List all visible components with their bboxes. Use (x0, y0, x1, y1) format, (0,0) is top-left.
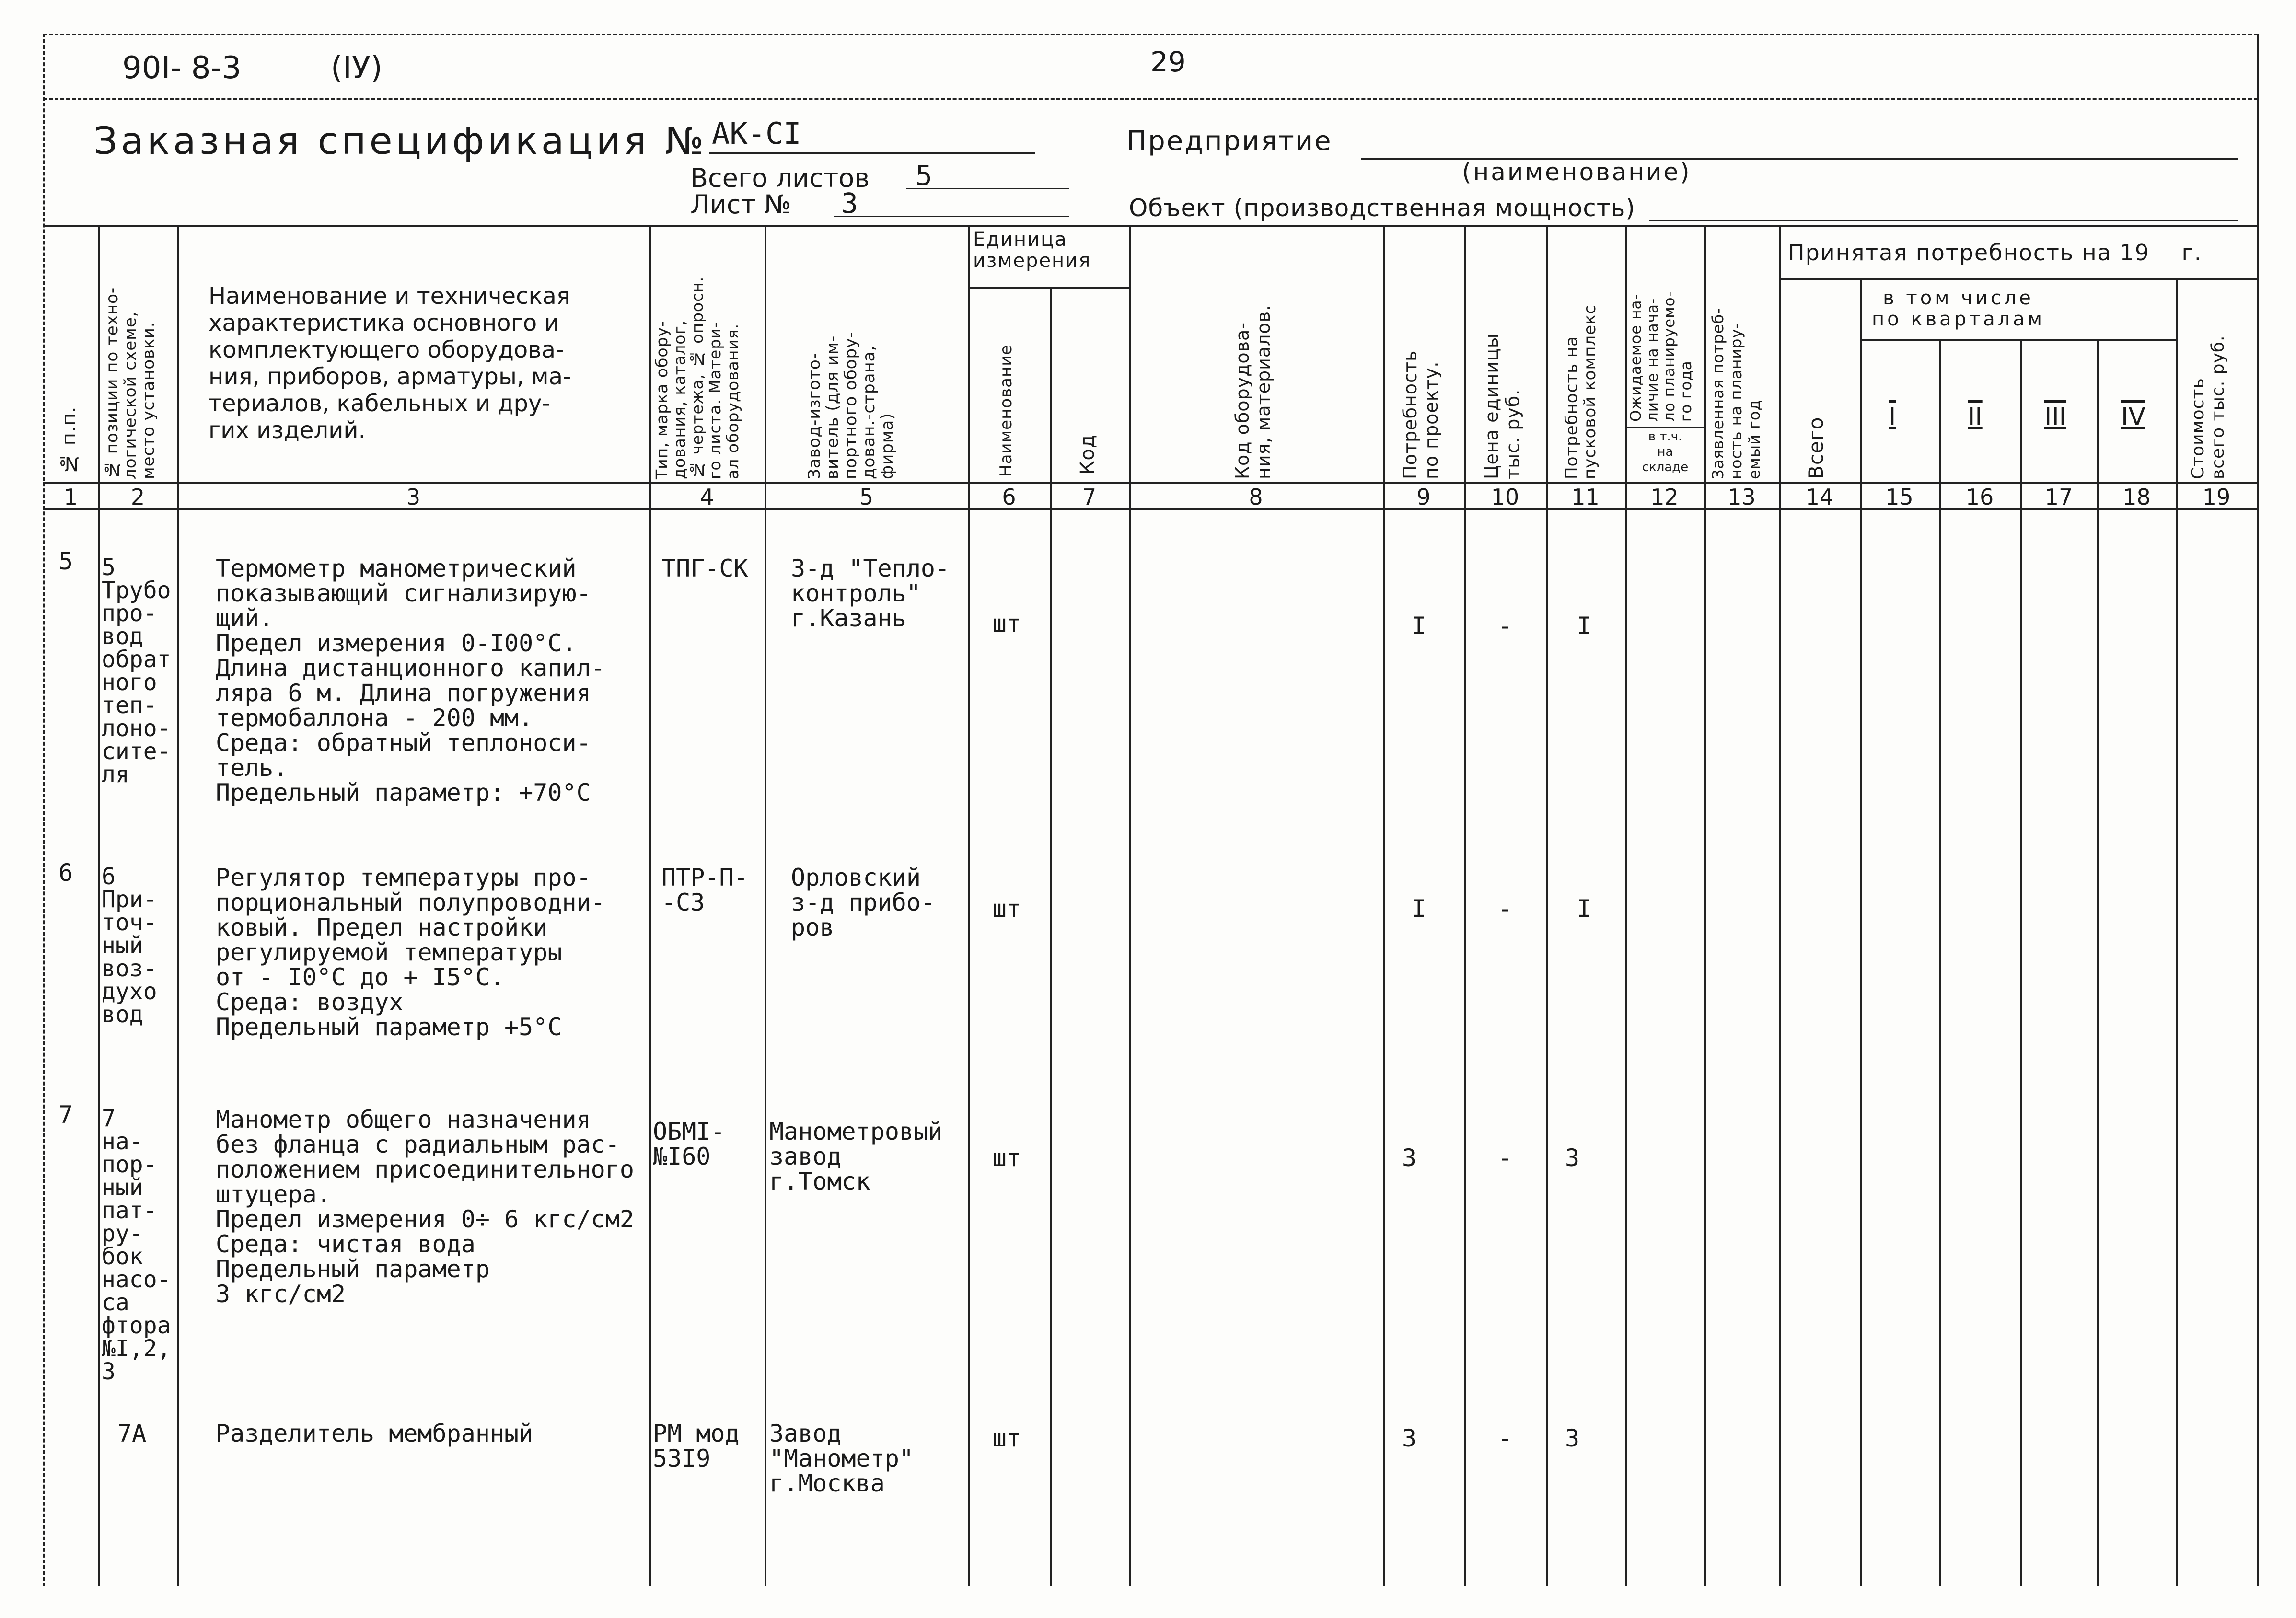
column-number: 11 (1571, 484, 1600, 510)
col-header-unit-code: Код (1077, 434, 1099, 474)
row-qty-project: 3 (1402, 1424, 1417, 1452)
col-line-16 (2020, 339, 2022, 1586)
col-line-1 (98, 225, 100, 1586)
column-number: 5 (859, 484, 874, 510)
col-header-qty-project: Потребность по проекту. (1400, 350, 1442, 479)
column-number: 9 (1416, 484, 1431, 510)
col-header-expected-in-stock: в т.ч. на складе (1642, 429, 1689, 474)
col-header-position: № позиции по техно- логической схеме, место установки. (103, 287, 158, 479)
frame-left-line (43, 34, 45, 1586)
col-header-item-no: № п.п. (58, 406, 80, 474)
col-line-13 (1779, 225, 1781, 1586)
column-number: 12 (1650, 484, 1679, 510)
col-header-quarters-group: в том числе по кварталам (1872, 287, 2045, 330)
name-caption: (наименование) (1462, 158, 1692, 186)
col-header-cost: Стоимость всего тыс. руб. (2188, 335, 2228, 479)
col-line-9 (1464, 225, 1466, 1586)
column-number: 16 (1965, 484, 1994, 510)
sheet-number-underline (834, 216, 1069, 217)
col-header-qty-launch: Потребность на пусковой комплекс (1562, 304, 1600, 479)
row-price: - (1498, 895, 1513, 923)
column-number: 8 (1249, 484, 1263, 510)
col-header-q1: I (1889, 403, 1896, 431)
document-code-suffix: (IУ) (331, 50, 383, 86)
row-manufacturer: Орловский з-д прибо- ров (791, 864, 936, 941)
column-number: 4 (700, 484, 714, 510)
col-line-3 (649, 225, 651, 1586)
col-header-declared: Заявленная потреб- ность на планиру- емый год (1709, 308, 1763, 479)
row-price: - (1498, 1424, 1513, 1452)
col-header-unit-group: Единица измерения (973, 229, 1091, 272)
col-header-total: Всего (1804, 416, 1828, 479)
row-position: 6 При- точ- ный воз- духо вод (102, 863, 157, 1028)
expected-sub-divider (1625, 427, 1704, 428)
row-qty-project: 3 (1402, 1144, 1417, 1172)
col-header-manufacturer: Завод-изгото- витель (для им- портного обору- дован.-страна, фирма) (805, 331, 897, 479)
row-item-number: 5 (58, 547, 73, 575)
column-number: 10 (1491, 484, 1519, 510)
col-header-accepted-group: Принятая потребность на 19 г. (1788, 240, 2203, 266)
col-line-7 (1129, 225, 1131, 1586)
row-description: Регулятор температуры про- порциональный полупроводни- ковый. Предел настройки регулируемой температуры от - I0°C до + I5°C. Среда: воздух Предельный параметр +5°C (216, 864, 605, 1041)
col-header-q2: II (1968, 403, 1983, 431)
col-line-6 (1050, 287, 1052, 1586)
spec-number-underline (709, 152, 1035, 154)
spec-title: Заказная спецификация № (93, 120, 707, 163)
col-line-4 (765, 225, 766, 1586)
col-header-unit-price: Цена единицы тыс. руб. (1481, 333, 1523, 479)
page-number: 29 (1150, 46, 1186, 78)
row-manufacturer: Манометровый завод г.Томск (769, 1118, 943, 1195)
row-manufacturer: З-д "Тепло- контроль" г.Казань (791, 555, 950, 632)
row-qty-launch: I (1577, 612, 1592, 640)
column-number: 13 (1728, 484, 1756, 510)
row-type: РМ мод 53I9 (653, 1420, 740, 1472)
sheet-number-label: Лист № (690, 189, 791, 220)
row-type: ТПГ-СК (661, 555, 748, 582)
row-description: Манометр общего назначения без фланца с радиальным рас- положением присоединительного штуцера. Предел измерения 0÷ 6 кгс/см2 Среда: чистая вода Предельный параметр 3 кгс/см2 (216, 1106, 634, 1308)
column-number: 19 (2202, 484, 2231, 510)
col-line-17 (2097, 339, 2099, 1586)
col-line-18 (2176, 278, 2178, 1586)
row-qty-launch: 3 (1565, 1424, 1580, 1452)
col-header-q4: IV (2121, 403, 2145, 431)
spec-number: АК-CI (712, 116, 801, 151)
unit-group-divider (968, 287, 1129, 289)
object-label: Объект (производственная мощность) (1129, 194, 1635, 222)
col-header-q3: III (2044, 403, 2067, 431)
sheets-total-underline (906, 188, 1069, 189)
col-header-item-code: Код оборудова- ния, материалов. (1232, 304, 1274, 479)
row-manufacturer: Завод "Манометр" г.Москва (769, 1420, 914, 1497)
frame-top-line (43, 34, 2258, 35)
document-code: 90I- 8-3 (122, 50, 242, 86)
col-line-12 (1704, 225, 1706, 1586)
row-unit: шт (992, 895, 1021, 923)
sheets-total-value: 5 (916, 159, 932, 192)
column-number: 1 (63, 484, 78, 510)
row-description: Термометр манометрический показывающий сигнализирую- щий. Предел измерения 0-I00°C. Длина дистанционного капил- ляра 6 м. Длина погружения термобаллона - 200 мм. Среда: обратный теплоноси- тель. Предельный параметр: +70°C (216, 555, 605, 807)
row-unit: шт (992, 1424, 1021, 1452)
row-qty-project: I (1412, 895, 1426, 923)
object-underline (1649, 220, 2238, 221)
col-line-14 (1860, 278, 1862, 1586)
row-type: ОБМI- №I60 (653, 1118, 725, 1170)
row-item-number: 7 (58, 1101, 73, 1129)
col-line-5 (968, 225, 970, 1586)
table-top-border (43, 225, 2258, 227)
row-position: 7 на- пор- ный пат- ру- бок насо- са фтора №I,2, 3 (102, 1105, 171, 1385)
column-number: 15 (1885, 484, 1913, 510)
column-number: 17 (2044, 484, 2073, 510)
row-item-number: 6 (58, 859, 73, 887)
column-number: 18 (2122, 484, 2151, 510)
col-header-unit-name: Наименование (997, 344, 1016, 477)
frame-divider-line (43, 98, 2258, 100)
row-unit: шт (992, 1144, 1021, 1172)
sheets-total-label: Всего листов (690, 163, 870, 193)
col-line-2 (177, 225, 179, 1586)
col-header-description: Наименование и техническая характеристика основного и комплектующего оборудова- ния, приборов, арматуры, ма- териалов, кабельных и дру- гих изделий. (209, 283, 571, 444)
column-number: 6 (1002, 484, 1016, 510)
row-qty-launch: 3 (1565, 1144, 1580, 1172)
row-price: - (1498, 1144, 1513, 1172)
col-line-15 (1939, 339, 1941, 1586)
col-header-type: Тип, марка обору- дования, каталог, № чертежа, № опросн. го листа. Матери- ал оборудования. (652, 276, 742, 479)
col-header-expected: Ожидаемое на- личие на нача- ло планируемо- го года (1627, 291, 1695, 422)
header-bottom-border (43, 482, 2258, 484)
accepted-group-divider (1779, 278, 2257, 280)
column-number: 3 (406, 484, 421, 510)
frame-right-line (2257, 34, 2259, 1586)
sheet-number-value: 3 (841, 187, 858, 220)
column-number: 14 (1805, 484, 1834, 510)
enterprise-label: Предприятие (1126, 126, 1333, 157)
row-position: 5 Трубо про- вод обрат ного теп- лоно- сите- ля (102, 554, 171, 788)
column-number: 2 (130, 484, 145, 510)
row-unit: шт (992, 610, 1021, 637)
col-line-8 (1383, 225, 1385, 1586)
row-position: 7А (117, 1420, 147, 1447)
row-qty-project: I (1412, 612, 1426, 640)
row-description: Разделитель мембранный (216, 1420, 533, 1447)
row-type: ПТР-П- -С3 (661, 864, 748, 916)
quarters-group-divider (1860, 339, 2176, 341)
row-qty-launch: I (1577, 895, 1592, 923)
col-line-10 (1546, 225, 1548, 1586)
row-price: - (1498, 612, 1513, 640)
column-number: 7 (1082, 484, 1097, 510)
